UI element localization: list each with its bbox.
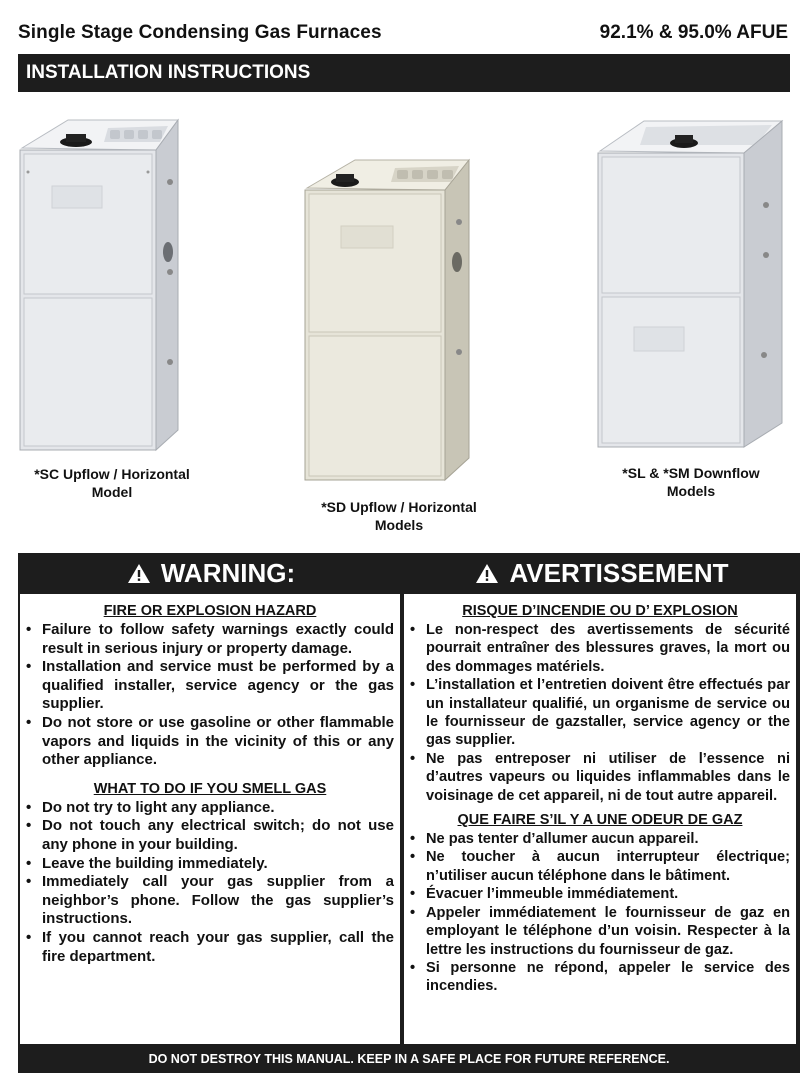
afue-rating: 92.1% & 95.0% AFUE	[599, 22, 788, 43]
warning-triangle-icon	[475, 563, 499, 584]
list-item: • Ne pas tenter d’allumer aucun appareil.	[410, 830, 790, 848]
list-item: • L’installation et l’entretien doivent être effectués par un installateur qualifié, un organisme de service ou le fournisseur de gazstaller, service agency or the gas supplier.	[410, 676, 790, 750]
warning-heading-en: WARNING:	[18, 553, 404, 593]
list-item: • Appeler immédiatement le fournisseur de gaz en employant le téléphone d’un voisin. Respecter à la lettre les instructions du fournisseur de gaz.	[410, 904, 790, 959]
document-title: Single Stage Condensing Gas Furnaces	[18, 22, 382, 43]
document-header	[18, 20, 788, 46]
list-item: • Do not touch any electrical switch; do not use any phone in your building.	[26, 817, 394, 854]
sl-sm-downflow-furnace-image	[596, 115, 788, 450]
odeur-gaz-list	[410, 830, 790, 996]
fire-hazard-list	[26, 621, 394, 770]
installation-instructions-bar: INSTALLATION INSTRUCTIONS	[18, 54, 790, 92]
list-item: • Si personne ne répond, appeler le service des incendies.	[410, 959, 790, 996]
smell-gas-title: WHAT TO DO IF YOU SMELL GAS	[93, 780, 327, 797]
list-item: • Installation and service must be performed by a qualified installer, service agency or the gas supplier.	[26, 658, 394, 714]
list-item: • Évacuer l’immeuble immédiatement.	[410, 885, 790, 903]
warning-panel-french	[404, 594, 796, 1044]
sd-model-caption: *SD Upflow / Horizontal Models	[321, 499, 477, 533]
warning-triangle-icon	[127, 563, 151, 584]
sd-upflow-furnace-image	[303, 152, 473, 487]
fire-hazard-title: FIRE OR EXPLOSION HAZARD	[103, 603, 317, 619]
warning-heading-fr: AVERTISSEMENT	[404, 553, 800, 593]
sc-model-caption: *SC Upflow / Horizontal Model	[34, 466, 190, 500]
smell-gas-list	[26, 799, 394, 966]
list-item: • Ne pas entreposer ni utiliser de l’essence ni d’autres vapeurs ou liquides inflammables dans le voisinage de cet appareil, ni de tout autre appareil.	[410, 750, 790, 805]
list-item: • Le non-respect des avertissements de sécurité pourrait entraîner des blessures graves, la mort ou des dommages matériels.	[410, 621, 790, 676]
sl-sm-model-caption: *SL & *SM Downflow Models	[622, 465, 760, 499]
list-item: • Do not store or use gasoline or other flammable vapors and liquids in the vicinity of this or any other appliance.	[26, 714, 394, 770]
list-item: • Leave the building immediately.	[26, 855, 394, 874]
list-item: • If you cannot reach your gas supplier, call the fire department.	[26, 929, 394, 966]
list-item: • Ne toucher à aucun interrupteur électrique; n’utiliser aucun téléphone dans le bâtiment.	[410, 848, 790, 885]
footer-notice: DO NOT DESTROY THIS MANUAL. KEEP IN A SAFE PLACE FOR FUTURE REFERENCE.	[148, 1051, 670, 1066]
sc-upflow-furnace-image	[18, 112, 183, 458]
list-item: • Do not try to light any appliance.	[26, 799, 394, 818]
risque-incendie-list	[410, 621, 790, 805]
odeur-gaz-title: QUE FAIRE S’IL Y A UNE ODEUR DE GAZ	[457, 812, 743, 829]
list-item: • Immediately call your gas supplier from a neighbor’s phone. Follow the gas supplier’s instructions.	[26, 873, 394, 929]
safety-warning-box	[18, 553, 800, 1073]
list-item: • Failure to follow safety warnings exactly could result in serious injury or property damage.	[26, 621, 394, 658]
risque-incendie-title: RISQUE D’INCENDIE OU D’ EXPLOSION	[462, 603, 738, 619]
warning-panel-english	[20, 594, 400, 1044]
